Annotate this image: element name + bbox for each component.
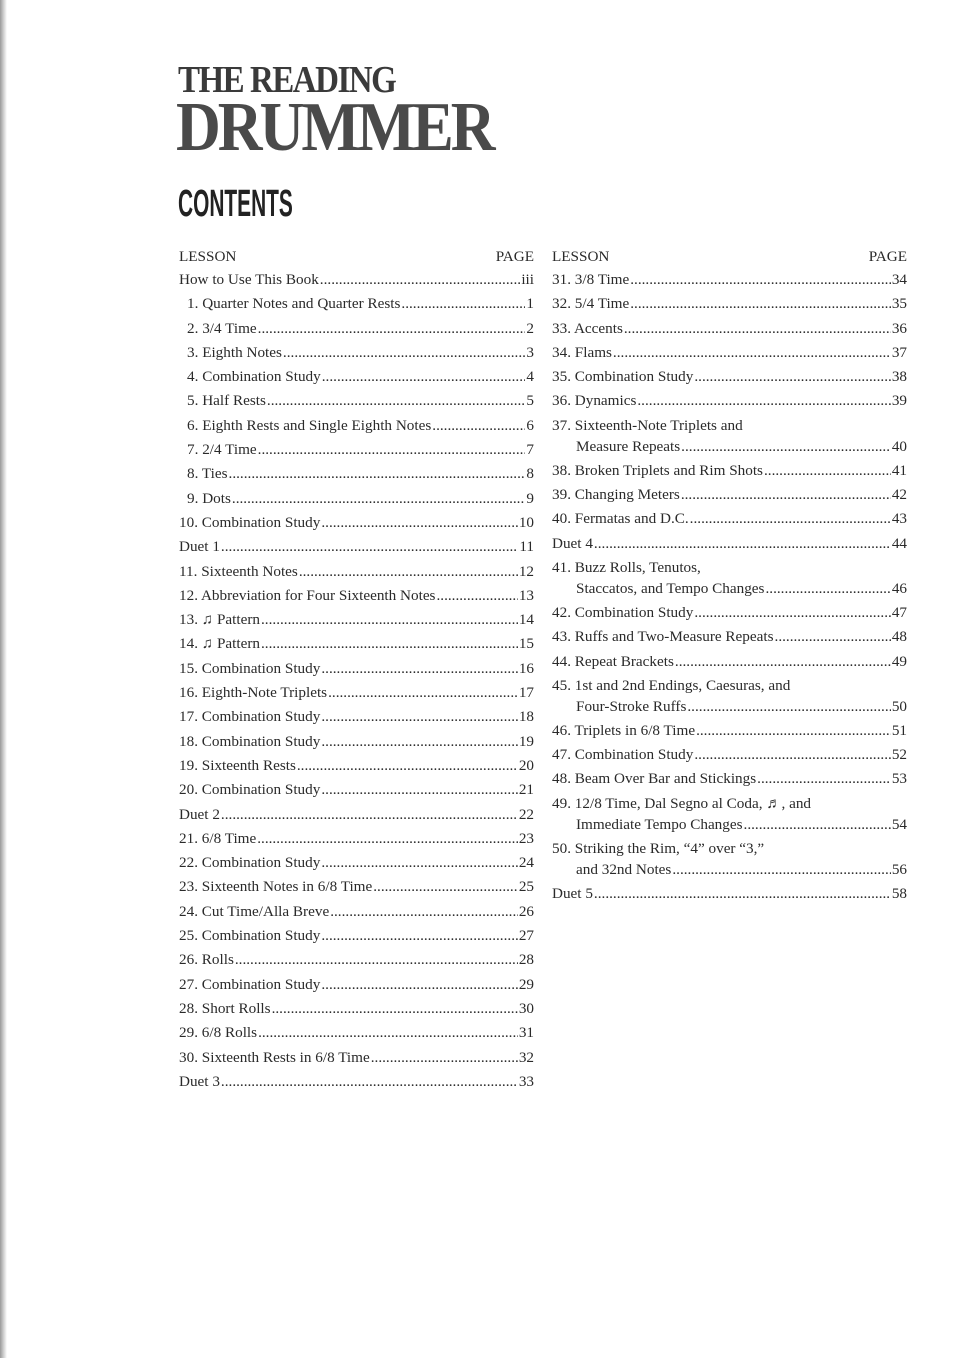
toc-entry-title: 27. Combination Study (179, 975, 321, 993)
dot-leader (261, 632, 518, 656)
dot-leader (321, 778, 517, 802)
toc-entry-title: 14. ♫ Pattern (179, 635, 260, 653)
toc-entry-page: 17 (518, 684, 534, 702)
toc-entry-title: 28. Short Rolls (179, 999, 271, 1017)
toc-entry-title: 44. Repeat Brackets (552, 652, 674, 670)
toc-entry-title: 46. Triplets in 6/8 Time (552, 721, 696, 739)
toc-entry-title: 48. Beam Over Bar and Stickings (552, 770, 757, 788)
dot-leader (330, 900, 518, 924)
toc-entry-page: 14 (518, 611, 534, 629)
toc-entry (179, 317, 534, 341)
toc-entry (552, 341, 907, 365)
dot-leader (320, 268, 521, 292)
toc-entry-page: 43 (891, 510, 907, 528)
toc-entry (179, 730, 534, 754)
toc-entry-title-line1: 41. Buzz Rolls, Tenutos, (552, 558, 701, 576)
toc-entry-title: 36. Dynamics (552, 392, 637, 410)
dot-leader (321, 730, 517, 754)
dot-leader (328, 681, 518, 705)
toc-entry-title-line1: 45. 1st and 2nd Endings, Caesuras, and (552, 676, 791, 694)
toc-entry (179, 341, 534, 365)
toc-entry-page: 44 (891, 534, 907, 552)
toc-entry (179, 900, 534, 924)
toc-entry (179, 389, 534, 413)
dot-leader (764, 459, 891, 483)
toc-entry-title: 42. Combination Study (552, 603, 694, 621)
toc-entry-title: 13. ♫ Pattern (179, 611, 260, 629)
dot-leader (613, 341, 891, 365)
toc-entry-page: 26 (518, 902, 534, 920)
toc-entry-page: 46 (891, 579, 907, 597)
toc-entry (552, 414, 907, 459)
dot-leader (696, 719, 891, 743)
dot-leader (321, 851, 517, 875)
toc-entry-page: 54 (891, 815, 907, 833)
toc-entry-page: 30 (518, 999, 534, 1017)
dot-leader (221, 535, 518, 559)
toc-entry-title: 8. Ties (187, 465, 228, 483)
toc-entry (179, 584, 534, 608)
toc-entry-title: 31. 3/8 Time (552, 271, 630, 288)
toc-entry-title: Measure Repeats (576, 437, 681, 455)
toc-entry-title: 47. Combination Study (552, 746, 694, 764)
toc-entry (179, 827, 534, 851)
dot-leader (401, 292, 525, 316)
dot-leader (221, 1070, 518, 1094)
dot-leader (757, 767, 891, 791)
dot-leader (694, 365, 890, 389)
toc-entry-title-line1: 50. Striking the Rim, “4” over “3,” (552, 839, 765, 857)
dot-leader (232, 487, 526, 511)
toc-entry-page: 2 (526, 319, 534, 337)
toc-entry-page: 41 (891, 461, 907, 479)
dot-leader (321, 973, 517, 997)
dot-leader (258, 317, 526, 341)
dot-leader (235, 948, 518, 972)
toc-entry-title: 6. Eighth Rests and Single Eighth Notes (187, 416, 432, 434)
lesson-column-label: LESSON (179, 248, 237, 265)
toc-entry-title: Duet 3 (179, 1072, 220, 1090)
toc-entry-page: 10 (518, 513, 534, 531)
toc-entry-title-line1: 37. Sixteenth-Note Triplets and (552, 416, 743, 434)
toc-entry (552, 268, 907, 292)
toc-entry (179, 487, 534, 511)
toc-left-header (179, 246, 534, 268)
toc-entry (179, 924, 534, 948)
toc-entry-page: 29 (518, 975, 534, 993)
dot-leader (687, 696, 890, 717)
toc-entry-title: 16. Eighth-Note Triplets (179, 684, 328, 702)
toc-entry-page: 32 (518, 1048, 534, 1066)
dot-leader (775, 625, 891, 649)
dot-leader (261, 608, 518, 632)
dot-leader (322, 365, 526, 389)
toc-entry-page: 15 (518, 635, 534, 653)
toc-entry-title: 20. Combination Study (179, 781, 321, 799)
toc-right-header (552, 246, 907, 268)
toc-entry-title: Duet 1 (179, 538, 220, 556)
toc-entry-title: Duet 4 (552, 534, 593, 552)
dot-leader (681, 483, 891, 507)
dot-leader (299, 560, 518, 584)
dot-leader (672, 859, 890, 880)
dot-leader (371, 1046, 518, 1070)
toc-entry (179, 851, 534, 875)
toc-entry-page: 58 (891, 884, 907, 902)
page-column-label: PAGE (495, 248, 534, 265)
toc-entry-title: and 32nd Notes (576, 860, 672, 878)
toc-entry (552, 674, 907, 719)
dot-leader (765, 578, 890, 599)
toc-entry-title: Staccatos, and Tempo Changes (576, 579, 765, 597)
toc-entry (179, 535, 534, 559)
dot-leader (694, 743, 890, 767)
toc-entry (552, 792, 907, 837)
toc-entry (179, 1070, 534, 1094)
book-title-line1: THE READING (178, 59, 396, 102)
toc-entry (552, 601, 907, 625)
toc-entry-page: 51 (891, 721, 907, 739)
toc-entry-page: 34 (891, 271, 907, 288)
dot-leader (272, 997, 518, 1021)
dot-leader (258, 1021, 518, 1045)
toc-entry-title-line1: 49. 12/8 Time, Dal Segno al Coda, ♬, and (552, 794, 812, 812)
toc-entry-title: 30. Sixteenth Rests in 6/8 Time (179, 1048, 370, 1066)
toc-entry-title: 7. 2/4 Time (187, 441, 257, 459)
toc-entry-title: 17. Combination Study (179, 708, 321, 726)
toc-entry-title: 9. Dots (187, 489, 231, 507)
toc-entry (179, 560, 534, 584)
toc-entry-title: Four-Stroke Ruffs (576, 697, 687, 715)
toc-right-column (552, 246, 907, 906)
toc-entry-title: 12. Abbreviation for Four Sixteenth Notes (179, 586, 436, 604)
toc-entry-title: 10. Combination Study (179, 513, 321, 531)
toc-right-list (552, 268, 907, 906)
toc-entry-title: 15. Combination Study (179, 659, 321, 677)
toc-entry-title: 22. Combination Study (179, 854, 321, 872)
toc-entry (179, 754, 534, 778)
toc-entry (179, 414, 534, 438)
toc-entry-page: 16 (518, 659, 534, 677)
toc-entry (179, 608, 534, 632)
toc-entry-page: 20 (518, 756, 534, 774)
dot-leader (690, 507, 891, 531)
toc-left-list (179, 268, 534, 1094)
scan-edge (0, 0, 7, 1358)
dot-leader (321, 705, 517, 729)
toc-entry (552, 882, 907, 906)
toc-entry-page: 56 (891, 860, 907, 878)
toc-entry-page: 5 (526, 392, 534, 410)
toc-entry-page: iii (521, 271, 534, 288)
dot-leader (624, 317, 891, 341)
toc-entry (552, 767, 907, 791)
toc-entry (552, 459, 907, 483)
toc-entry-page: 42 (891, 486, 907, 504)
toc-entry (552, 719, 907, 743)
toc-entry-page: 27 (518, 927, 534, 945)
toc-entry (179, 365, 534, 389)
toc-entry-page: 21 (518, 781, 534, 799)
toc-entry-page: 50 (891, 697, 907, 715)
toc-entry-page: 9 (526, 489, 534, 507)
dot-leader (321, 924, 517, 948)
toc-entry-title: 25. Combination Study (179, 927, 321, 945)
lesson-column-label: LESSON (552, 248, 610, 265)
book-title-line2: DRUMMER (176, 89, 493, 166)
toc-entry-title: 32. 5/4 Time (552, 295, 630, 313)
toc-entry (179, 681, 534, 705)
toc-entry-title: Immediate Tempo Changes (576, 815, 743, 833)
dot-leader (436, 584, 517, 608)
toc-entry-page: 22 (518, 805, 534, 823)
dot-leader (432, 414, 525, 438)
dot-leader (229, 462, 526, 486)
dot-leader (321, 511, 517, 535)
toc-entry-page: 4 (526, 368, 534, 386)
toc-entry-page: 40 (891, 437, 907, 455)
toc-entry (179, 657, 534, 681)
toc-entry-title: 4. Combination Study (187, 368, 321, 386)
toc-entry-page: 23 (518, 829, 534, 847)
dot-leader (257, 827, 518, 851)
toc-entry (179, 948, 534, 972)
toc-entry-title: 35. Combination Study (552, 368, 694, 386)
toc-entry (179, 438, 534, 462)
toc-entry-title: 26. Rolls (179, 951, 234, 969)
toc-entry (179, 875, 534, 899)
toc-entry-page: 25 (518, 878, 534, 896)
toc-entry-page: 28 (518, 951, 534, 969)
toc-entry-title: Duet 5 (552, 884, 593, 902)
toc-entry-page: 47 (891, 603, 907, 621)
toc-entry-title: 19. Sixteenth Rests (179, 756, 296, 774)
toc-entry-page: 1 (526, 295, 534, 313)
toc-entry (552, 292, 907, 316)
toc-entry-title: 5. Half Rests (187, 392, 266, 410)
toc-entry-page: 38 (891, 368, 907, 386)
dot-leader (694, 601, 890, 625)
toc-entry-page: 37 (891, 343, 907, 361)
toc-entry (179, 997, 534, 1021)
toc-entry-title: 43. Ruffs and Two-Measure Repeats (552, 628, 774, 646)
toc-entry (552, 650, 907, 674)
dot-leader (675, 650, 891, 674)
toc-entry-title: 39. Changing Meters (552, 486, 680, 504)
toc-entry (552, 743, 907, 767)
toc-entry-title: 38. Broken Triplets and Rim Shots (552, 461, 763, 479)
toc-entry-title: 2. 3/4 Time (187, 319, 257, 337)
toc-entry-title: 11. Sixteenth Notes (179, 562, 298, 580)
toc-entry-title: 34. Flams (552, 343, 612, 361)
dot-leader (594, 882, 891, 906)
toc-entry-title: 29. 6/8 Rolls (179, 1024, 258, 1042)
page-column-label: PAGE (868, 248, 907, 265)
toc-entry-title: 1. Quarter Notes and Quarter Rests (187, 295, 401, 313)
contents-heading: CONTENTS (178, 183, 293, 225)
dot-leader (283, 341, 525, 365)
toc-entry (552, 317, 907, 341)
toc-entry-page: 35 (891, 295, 907, 313)
toc-entry-page: 33 (518, 1072, 534, 1090)
toc-entry-page: 53 (891, 770, 907, 788)
toc-entry-title: 21. 6/8 Time (179, 829, 257, 847)
toc-entry (552, 389, 907, 413)
toc-entry-title: Duet 2 (179, 805, 220, 823)
toc-entry-page: 11 (519, 538, 534, 556)
toc-entry (552, 483, 907, 507)
toc-entry-title: 24. Cut Time/Alla Breve (179, 902, 330, 920)
toc-entry (179, 632, 534, 656)
toc-entry-title: 3. Eighth Notes (187, 343, 282, 361)
toc-entry (552, 507, 907, 531)
toc-entry (552, 556, 907, 601)
toc-entry-title: 23. Sixteenth Notes in 6/8 Time (179, 878, 373, 896)
dot-leader (681, 436, 891, 457)
dot-leader (637, 389, 890, 413)
toc-entry-page: 7 (526, 441, 534, 459)
dot-leader (267, 389, 526, 413)
toc-entry-title: 33. Accents (552, 319, 623, 337)
toc-entry-page: 18 (518, 708, 534, 726)
dot-leader (258, 438, 526, 462)
toc-left-column (179, 246, 534, 1094)
dot-leader (744, 814, 891, 835)
dot-leader (594, 532, 891, 556)
toc-entry (179, 803, 534, 827)
toc-entry (179, 292, 534, 316)
toc-entry-page: 3 (526, 343, 534, 361)
toc-entry-page: 24 (518, 854, 534, 872)
dot-leader (630, 268, 891, 292)
toc-entry (552, 625, 907, 649)
toc-entry-page: 52 (891, 746, 907, 764)
toc-entry-page: 36 (891, 319, 907, 337)
toc-entry-page: 48 (891, 628, 907, 646)
toc-entry (179, 511, 534, 535)
toc-entry-page: 39 (891, 392, 907, 410)
toc-entry-page: 12 (518, 562, 534, 580)
toc-entry-title: 40. Fermatas and D.C. (552, 510, 689, 528)
toc-entry (179, 1046, 534, 1070)
dot-leader (630, 292, 891, 316)
toc-entry-title: How to Use This Book (179, 271, 319, 288)
dot-leader (297, 754, 518, 778)
toc-entry-title: 18. Combination Study (179, 732, 321, 750)
toc-entry-page: 6 (526, 416, 534, 434)
toc-entry (552, 365, 907, 389)
toc-entry (179, 1021, 534, 1045)
dot-leader (221, 803, 518, 827)
toc-entry-page: 31 (518, 1024, 534, 1042)
toc-entry (179, 705, 534, 729)
toc-entry (179, 462, 534, 486)
toc-entry-page: 8 (526, 465, 534, 483)
toc-entry (179, 778, 534, 802)
dot-leader (373, 875, 518, 899)
dot-leader (321, 657, 517, 681)
toc-entry (552, 532, 907, 556)
toc-entry-page: 49 (891, 652, 907, 670)
toc-entry (179, 973, 534, 997)
toc-entry (552, 837, 907, 882)
toc-entry-page: 19 (518, 732, 534, 750)
toc-entry-page: 13 (518, 586, 534, 604)
toc-entry (179, 268, 534, 292)
